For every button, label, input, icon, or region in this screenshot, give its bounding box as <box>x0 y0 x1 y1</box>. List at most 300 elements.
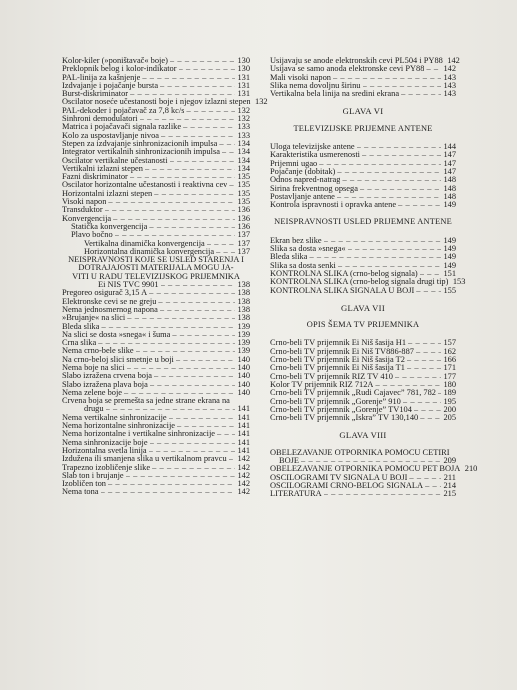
entry-page: 148 <box>443 175 456 185</box>
leader-dots <box>409 474 441 482</box>
entry-title: Postavljanje antene <box>270 192 335 201</box>
toc-entry <box>270 339 456 347</box>
entry-title: Visoki napon <box>62 198 107 207</box>
entry-page: 138 <box>237 313 250 323</box>
chapter-6-title: TELEVIZIJSKE PRIJEMNE ANTENE <box>293 123 433 133</box>
leader-dots <box>160 306 235 314</box>
entry-title: OSCILOGRAMI CRNO-BELOG SIGNALA <box>270 481 424 490</box>
entry-title: Nema zelene boje <box>62 388 122 397</box>
entry-title: Vertikalna bela linija na sredini ekrana <box>270 90 400 99</box>
entry-title: Konvergencija <box>62 214 112 223</box>
entry-page: 166 <box>443 355 456 365</box>
entry-page: 177 <box>443 371 456 381</box>
entry-title: Crno-beli TV prijemnik RIZ TV 410 <box>270 372 393 381</box>
entry-page: 134 <box>237 138 250 148</box>
leader-dots <box>177 422 235 430</box>
entry-page: 149 <box>443 252 456 262</box>
leader-dots <box>420 414 441 422</box>
entry-page: 135 <box>237 197 250 207</box>
toc-entry <box>270 398 456 406</box>
leader-dots <box>101 488 235 496</box>
entry-title: KONTROLNA SLIKA (crno-belog signala drugi tip) <box>270 278 449 287</box>
entry-title: PAL-linija za kašnjenje <box>62 73 141 82</box>
entry-title: Mali visoki napon <box>270 73 331 82</box>
entry-page: 142 <box>447 56 460 65</box>
leader-dots <box>337 168 441 176</box>
left-column <box>62 56 268 497</box>
leader-dots <box>309 253 441 261</box>
left-entries-e <box>62 414 250 497</box>
entry-title: Na slici se dosta »snega« i šuma <box>62 330 171 339</box>
leader-dots <box>408 339 441 347</box>
toc-entry <box>270 245 456 253</box>
entry-page: 132 <box>237 114 250 124</box>
entry-title: Izobličen ton <box>62 480 106 489</box>
entry-title: Nema horizontalne sinhronizacije <box>62 422 176 431</box>
entry-title: Crno-beli TV prijemnik Ei Niš šasija T2 <box>270 356 405 365</box>
entry-page: 140 <box>237 354 250 364</box>
entry-page: 136 <box>237 205 250 215</box>
entry-title: Kolor-kiler (»poništavač« boje) <box>62 57 168 65</box>
toc-entry <box>62 231 250 239</box>
entry-title: Transduktor <box>62 206 103 215</box>
entry-title: Usijavaju se anode elektronskih cevi PL504 i PY88 <box>270 57 443 65</box>
leader-dots <box>301 457 441 465</box>
entry-page: 209 <box>443 455 456 465</box>
left-entries-b <box>62 223 250 240</box>
toc-entry <box>270 56 460 65</box>
toc-entry <box>270 373 456 381</box>
entry-page: 211 <box>443 472 456 482</box>
leader-dots <box>414 406 441 414</box>
toc-entry <box>62 331 250 339</box>
entry-page: 142 <box>237 470 250 480</box>
entry-page: 153 <box>452 277 466 287</box>
entry-title: Horizontalna svetla linija <box>62 446 147 455</box>
toc-entry <box>270 185 456 193</box>
leader-dots <box>158 298 235 306</box>
entry-title: Slabo izražena plava boja <box>62 380 148 389</box>
leader-dots <box>142 74 235 82</box>
entry-page: 134 <box>237 147 250 157</box>
toc-entry <box>62 281 250 289</box>
antenna-faults-heading: NEISPRAVNOSTI USLED PRIJEMNE ANTENE <box>274 217 452 227</box>
entry-page: 138 <box>237 296 250 306</box>
leader-dots <box>101 323 235 331</box>
toc-entry <box>62 314 250 322</box>
entry-page: 139 <box>237 346 250 356</box>
toc-entry <box>62 298 250 306</box>
toc-entry <box>62 430 250 438</box>
leader-dots <box>106 405 235 413</box>
chapter-8-heading: GLAVA VIII <box>339 430 387 441</box>
entry-title: Nema tona <box>62 488 99 497</box>
entry-title: Nema boje na slici <box>62 363 125 372</box>
toc-entry <box>270 201 456 209</box>
toc-entry <box>270 406 456 414</box>
entry-title: »Brujanje« na slici <box>62 314 126 323</box>
entry-page: 214 <box>443 480 456 490</box>
leader-dots <box>183 123 235 131</box>
entry-page: 143 <box>443 72 456 82</box>
toc-entry <box>62 372 250 380</box>
toc-entry <box>270 490 456 498</box>
entry-title: Uloga televizijske antene <box>270 143 355 152</box>
toc-entry <box>62 289 250 297</box>
leader-dots <box>319 160 441 168</box>
entry-title: Elektronske cevi se ne greju <box>62 297 157 306</box>
leader-dots <box>154 372 235 380</box>
leader-dots <box>416 348 441 356</box>
toc-entry <box>62 206 250 214</box>
entry-page: 147 <box>443 150 456 160</box>
entry-page: 140 <box>237 387 250 397</box>
entry-page: 134 <box>237 155 250 165</box>
toc-entry <box>62 389 250 397</box>
toc-entry <box>270 474 456 482</box>
left-entries-d <box>62 289 250 397</box>
entry-page: 137 <box>237 246 250 256</box>
entry-page: 141 <box>237 429 250 439</box>
entry-page: 149 <box>443 200 456 210</box>
entry-title: Nema sinhronizacije boje <box>62 438 148 447</box>
leader-dots <box>357 143 441 151</box>
entry-page: 132 <box>255 97 268 107</box>
leader-dots <box>149 223 235 231</box>
chapter-7-entries <box>270 339 456 422</box>
toc-entry <box>270 414 456 422</box>
toc-entry <box>62 74 250 82</box>
entry-title: Stepen za izdvajanje sinhronizacionih impulsa <box>62 139 218 148</box>
entry-page: 149 <box>443 235 456 245</box>
leader-dots <box>337 193 441 201</box>
right-column <box>270 56 478 499</box>
toc-entry <box>62 447 250 455</box>
toc-entry <box>62 123 250 131</box>
entry-page: 141 <box>237 404 250 414</box>
entry-title: Kolo za uspostavljanje nivoa <box>62 131 159 140</box>
toc-entry <box>270 287 456 295</box>
entry-title: Slika sa dosta senki <box>270 261 336 270</box>
caps-section-heading <box>62 256 250 289</box>
entry-page: 133 <box>237 122 250 132</box>
leader-dots <box>229 181 235 189</box>
toc-entry <box>62 198 250 206</box>
toc-entry <box>62 173 250 181</box>
toc-entry <box>62 82 250 90</box>
leader-dots <box>438 389 441 397</box>
leader-dots <box>425 482 441 490</box>
toc-entry <box>62 107 250 115</box>
toc-entry <box>62 57 250 65</box>
entry-page: 134 <box>237 163 250 173</box>
entry-title: Karakteristika usmerenosti <box>270 151 361 160</box>
toc-entry <box>270 90 456 98</box>
entry-page: 138 <box>237 304 250 314</box>
toc-entry <box>62 414 250 422</box>
antenna-fault-entries <box>270 235 466 295</box>
toc-entry <box>270 348 456 356</box>
entry-page: 171 <box>443 363 456 373</box>
toc-entry <box>270 82 456 90</box>
caps-heading-line-1: NEISPRAVNOSTI KOJE SE USLED STARENJA I <box>68 255 244 265</box>
entry-page: 148 <box>443 191 456 201</box>
toc-entry <box>270 482 456 490</box>
leader-dots <box>348 245 441 253</box>
leader-dots <box>130 173 235 181</box>
toc-entry <box>62 439 250 447</box>
leader-dots <box>219 140 235 148</box>
entry-title: Kontrola ispravnosti i opravka antene <box>270 201 397 210</box>
toc-entry <box>62 472 250 480</box>
toc-entry <box>270 262 456 270</box>
right-entries-top <box>270 56 460 99</box>
chapter-7-heading: GLAVA VII <box>340 302 385 313</box>
entry-title: Fazni diskriminator <box>62 173 128 182</box>
entry-page: 139 <box>237 338 250 348</box>
entry-title: Usijava se samo anoda elektronske cevi PY88 <box>270 65 425 74</box>
entry-title: Oscilator vertikalne učestanosti <box>62 156 168 165</box>
toc-entry <box>270 143 456 151</box>
entry-title: Nema jednosmernog napona <box>62 305 158 314</box>
entry-page: 141 <box>237 437 250 447</box>
entry-page: 143 <box>443 89 456 99</box>
entry-title: Širina frekventnog opsega <box>270 184 358 193</box>
entry-title: Vertikalni izlazni stepen <box>62 164 143 173</box>
entry-title: Matrica i pojačavači signala razlike <box>62 123 182 132</box>
entry-page: 142 <box>237 462 250 472</box>
entry-title: Oscilator noseće učestanosti boje i njegov izlazni stepen <box>62 98 251 107</box>
leader-dots <box>324 237 441 245</box>
chapter-7-title: OPIS ŠEMA TV PRIJEMNIKA <box>306 320 420 330</box>
entry-title: drugu <box>84 405 104 414</box>
entry-title: Slab ton i brujanje <box>62 471 124 480</box>
toc-entry <box>270 389 456 397</box>
entry-page: 210 <box>464 464 478 474</box>
entry-page: 157 <box>443 338 456 348</box>
entry-page: 132 <box>237 105 250 115</box>
toc-entry <box>270 464 478 474</box>
entry-page: 138 <box>237 280 250 290</box>
toc-entry <box>270 457 456 465</box>
entry-page: 142 <box>237 454 250 464</box>
entry-title: Integrator vertikalnih sinhronizacionih impulsa <box>62 148 220 157</box>
entry-page: 143 <box>443 80 456 90</box>
leader-dots <box>98 339 235 347</box>
leader-dots <box>342 176 441 184</box>
leader-dots <box>229 455 235 463</box>
leader-dots <box>124 389 235 397</box>
entry-page: 135 <box>237 188 250 198</box>
entry-page: 144 <box>443 142 456 152</box>
entry-title: Oscilator horizontalne učestanosti i reaktivna cev <box>62 181 228 190</box>
entry-page: 131 <box>237 89 250 99</box>
chapter-8-entries <box>270 464 478 499</box>
toc-entry <box>62 455 250 463</box>
leader-dots <box>169 414 235 422</box>
entry-title: Pregoreo osigurač 3,15 A <box>62 289 148 298</box>
toc-entry <box>270 151 456 159</box>
leader-dots <box>127 364 235 372</box>
leader-dots <box>140 115 235 123</box>
entry-page: 137 <box>237 230 250 240</box>
toc-entry <box>62 323 250 331</box>
toc-entry <box>62 464 250 472</box>
entry-title: Bleda slika <box>270 253 308 262</box>
entry-title: Bleda slika <box>62 322 100 331</box>
entry-title: Crno-beli TV prijemnik „Gorenje” TV104 <box>270 405 412 414</box>
leader-dots <box>401 90 441 98</box>
entry-page: 151 <box>443 268 456 278</box>
leader-dots <box>375 381 441 389</box>
leader-dots <box>108 480 235 488</box>
toc-entry <box>270 65 456 73</box>
toc-entry <box>270 74 456 82</box>
leader-dots <box>172 331 235 339</box>
entry-page: 140 <box>237 379 250 389</box>
entry-page: 215 <box>443 489 456 499</box>
toc-entry <box>62 181 250 189</box>
leader-dots <box>115 231 235 239</box>
entry-title: Pojačanje (dobitak) <box>270 167 336 176</box>
entry-title: Sinhroni demodulatori <box>62 115 138 124</box>
entry-title: Na crno-beloj slici smetnje u boji <box>62 355 174 364</box>
toc-entry <box>270 237 456 245</box>
entry-title: Crno-beli TV prijemnik Ei Niš TV886-887 <box>270 347 414 356</box>
entry-page: 147 <box>443 166 456 176</box>
leader-dots <box>161 132 235 140</box>
leader-dots <box>395 373 441 381</box>
leader-dots <box>186 107 235 115</box>
entry-page: 141 <box>237 412 250 422</box>
chapter-6-entries <box>270 143 456 209</box>
entry-page: 142 <box>237 487 250 497</box>
entry-title: Crno-beli TV prijemnik Ei Niš šasija H1 <box>270 339 407 348</box>
leader-dots <box>113 215 235 223</box>
entry-title: Crno-beli TV prijemnik „Rudi Čajavec” 781, 782 <box>270 389 436 398</box>
entry-title: Kolor TV prijemnik RIZ 712A <box>270 380 374 389</box>
entry-title: Slika nema dovoljnu širinu <box>270 81 361 90</box>
toc-entry <box>62 480 250 488</box>
caps-heading-line-3: VITI U RADU TELEVIZIJSKOG PRIJEMNIKA <box>72 271 240 281</box>
leader-dots <box>150 381 235 389</box>
entry-title: PAL-dekoder i pojačavač za 7,8 kc/s <box>62 106 185 115</box>
entry-page: 147 <box>443 158 456 168</box>
leader-dots <box>407 356 441 364</box>
leader-dots <box>170 57 235 65</box>
entry-page: 135 <box>237 180 250 190</box>
toc-entry <box>62 140 250 148</box>
leader-dots <box>105 206 235 214</box>
toc-entry <box>62 422 250 430</box>
entry-page: 139 <box>237 321 250 331</box>
leader-dots <box>362 151 441 159</box>
leader-dots <box>426 65 441 73</box>
entry-page: 140 <box>237 362 250 372</box>
toc-entry <box>62 356 250 364</box>
entry-title: Nema vertikalne sinhronizacije <box>62 413 167 422</box>
leader-dots <box>108 198 235 206</box>
leader-dots <box>398 201 441 209</box>
leader-dots <box>126 472 235 480</box>
toc-entry <box>62 148 250 156</box>
entry-title: Slabo izražena crvena boja <box>62 372 152 381</box>
entry-page: 155 <box>443 285 456 295</box>
toc-entry <box>62 405 250 413</box>
toc-entry <box>270 160 456 168</box>
entry-page: 205 <box>443 413 456 423</box>
entry-title: Vertikalna dinamička konvergencija <box>84 239 205 248</box>
toc-entry <box>62 165 250 173</box>
entry-title: Burst-diskriminator <box>62 90 129 99</box>
leader-dots <box>179 65 235 73</box>
entry-title: Preklopnik belog i kolor-indikator <box>62 65 177 74</box>
entry-title: Ekran bez slike <box>270 236 322 245</box>
leader-dots <box>407 364 441 372</box>
entry-page: 162 <box>443 346 456 356</box>
left-entries-c <box>62 240 250 257</box>
entry-page: 189 <box>443 388 456 398</box>
entry-page: 141 <box>237 445 250 455</box>
toc-entry <box>62 240 250 248</box>
leader-dots <box>403 398 441 406</box>
leader-dots <box>338 262 441 270</box>
entry-page: 133 <box>237 130 250 140</box>
toc-entry <box>62 223 250 231</box>
leader-dots <box>416 287 441 295</box>
entry-title: Izdužena ili smanjena slika u vertikalnom pravcu <box>62 455 227 464</box>
leader-dots <box>145 165 235 173</box>
leader-dots <box>360 185 441 193</box>
toc-entry <box>62 488 250 496</box>
entry-title: Ei NIŠ TVC 9901 <box>98 281 159 290</box>
toc-entry <box>270 176 456 184</box>
toc-entry <box>62 90 250 98</box>
entry-page: 130 <box>237 56 250 65</box>
leader-dots <box>127 314 235 322</box>
leader-dots <box>152 464 235 472</box>
entry-title: BOJE <box>279 456 300 465</box>
toc-entry <box>270 270 456 278</box>
left-entries-a <box>62 56 268 223</box>
leader-dots <box>207 240 235 248</box>
entry-page: 139 <box>237 329 250 339</box>
entry-title: Crno-beli TV prijemnik „Gorenje” 910 <box>270 397 401 406</box>
toc-entry <box>62 115 250 123</box>
toc-entry <box>270 277 466 287</box>
entry-page: 148 <box>443 183 456 193</box>
entry-title: OSCILOGRAMI TV SIGNALA U BOJI <box>270 473 408 482</box>
entry-title: KONTROLNA SLIKA (crno-belog signala) <box>270 269 418 278</box>
toc-entry <box>62 132 250 140</box>
entry-page: 138 <box>237 288 250 298</box>
entry-page: 136 <box>237 213 250 223</box>
toc-entry <box>62 339 250 347</box>
toc-entry <box>270 364 456 372</box>
entry-page: 136 <box>237 221 250 231</box>
leader-dots <box>161 281 235 289</box>
toc-entry <box>62 364 250 372</box>
toc-entry <box>62 65 250 73</box>
entry-page: 180 <box>443 379 456 389</box>
leader-dots <box>420 270 441 278</box>
entry-title: OBELEŽAVANJE OTPORNIKA POMOĆU ČETIRI <box>270 448 450 457</box>
entry-title: Crvena boja se premešta sa jedne strane ekrana na <box>62 397 230 406</box>
toc-entry <box>62 190 250 198</box>
entry-title: Statička konvergencija <box>71 222 148 231</box>
toc-entry <box>270 356 456 364</box>
toc-entry <box>62 397 250 405</box>
